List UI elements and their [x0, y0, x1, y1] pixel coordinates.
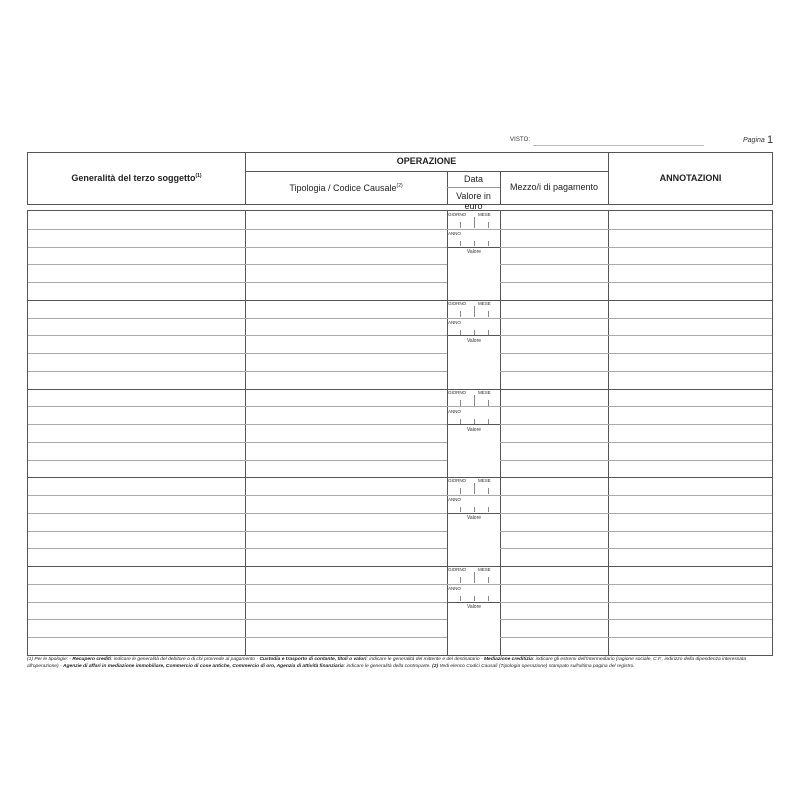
generalita-cell[interactable] [28, 548, 245, 566]
date-value-box[interactable] [447, 211, 501, 299]
tick [460, 596, 461, 601]
generalita-cell[interactable] [28, 637, 245, 655]
tipologia-cell[interactable] [245, 584, 447, 602]
generalita-cell[interactable] [28, 619, 245, 637]
giorno-label: GIORNO [448, 389, 467, 395]
annotazioni-cell[interactable] [608, 264, 772, 282]
annotazioni-cell[interactable] [608, 424, 772, 442]
anno-label: ANNO [448, 408, 461, 414]
mezzo-pagamento-cell[interactable] [500, 566, 608, 584]
tipologia-cell[interactable] [245, 353, 447, 371]
generalita-cell[interactable] [28, 389, 245, 407]
tick [488, 596, 489, 601]
generalita-cell[interactable] [28, 460, 245, 478]
mese-label: MESE [478, 478, 491, 484]
generalita-cell[interactable] [28, 584, 245, 602]
mezzo-pagamento-cell[interactable] [500, 264, 608, 282]
mezzo-pagamento-cell[interactable] [500, 389, 608, 407]
generalita-cell[interactable] [28, 566, 245, 584]
footnotes: (1) Per le tipologie: - Recupero crediti: indicare le generalità del debitore o di chi provvede al pagamento - Custodia e trasporto di contante, titoli o valori: indicare le generalità del mittente e del destinatario - Mediazione creditizia: indicare gli estremi dell'intermediario (ragione sociale, C.F., indirizzo della dipendenza interessata all'operazione) - Agenzie di affari in mediazione immobiliare, Commercio di cose antiche, Commercio di oro, Agenzia di attività finanziaria: indicare le generalità della controparte. (2) Vedi elenco Codici Causali (Tipologia operazione) stampato sull'ultima pagina del registro. [27, 657, 747, 669]
annotazioni-cell[interactable] [608, 318, 772, 336]
annotazioni-cell[interactable] [608, 389, 772, 407]
header-generalita: Generalità del terzo soggetto$^{(1)}$ [71, 173, 202, 183]
tipologia-cell[interactable] [245, 424, 447, 442]
register-table-body [27, 210, 773, 656]
generalita-cell[interactable] [28, 406, 245, 424]
generalita-cell[interactable] [28, 531, 245, 549]
tick [474, 330, 475, 335]
tick [460, 577, 461, 583]
tipologia-cell[interactable] [245, 460, 447, 478]
annotazioni-cell[interactable] [608, 460, 772, 478]
mezzo-pagamento-cell[interactable] [500, 247, 608, 265]
annotazioni-cell[interactable] [608, 513, 772, 531]
tipologia-cell[interactable] [245, 264, 447, 282]
mese-label: MESE [478, 389, 491, 395]
tick [460, 507, 461, 512]
mezzo-pagamento-cell[interactable] [500, 371, 608, 389]
mezzo-pagamento-cell[interactable] [500, 229, 608, 247]
generalita-cell[interactable] [28, 602, 245, 620]
mezzo-pagamento-cell[interactable] [500, 318, 608, 336]
tipologia-cell[interactable] [245, 282, 447, 300]
tipologia-cell[interactable] [245, 406, 447, 424]
annotazioni-cell[interactable] [608, 353, 772, 371]
tipologia-cell[interactable] [245, 566, 447, 584]
annotazioni-cell[interactable] [608, 548, 772, 566]
valore-label: Valore [466, 426, 482, 433]
generalita-cell[interactable] [28, 495, 245, 513]
mezzo-pagamento-cell[interactable] [500, 477, 608, 495]
date-value-box[interactable] [447, 477, 501, 565]
giorno-label: GIORNO [448, 212, 467, 217]
tipologia-cell[interactable] [245, 335, 447, 353]
tipologia-cell[interactable] [245, 300, 447, 318]
tick [460, 488, 461, 494]
generalita-cell[interactable] [28, 477, 245, 495]
giorno-label: GIORNO [448, 300, 467, 306]
generalita-cell[interactable] [28, 264, 245, 282]
tipologia-cell[interactable] [245, 531, 447, 549]
generalita-cell[interactable] [28, 211, 245, 229]
mese-label: MESE [478, 300, 491, 306]
giorno-label: GIORNO [448, 478, 467, 484]
annotazioni-cell[interactable] [608, 300, 772, 318]
annotazioni-cell[interactable] [608, 584, 772, 602]
generalita-cell[interactable] [28, 513, 245, 531]
giorno-label: GIORNO [448, 567, 467, 573]
table-header [27, 152, 773, 211]
tick [474, 507, 475, 512]
mezzo-pagamento-cell[interactable] [500, 442, 608, 460]
tick [488, 400, 489, 406]
mezzo-pagamento-cell[interactable] [500, 548, 608, 566]
annotazioni-cell[interactable] [608, 335, 772, 353]
tick [488, 488, 489, 494]
tipologia-cell[interactable] [245, 371, 447, 389]
generalita-cell[interactable] [28, 353, 245, 371]
mezzo-pagamento-cell[interactable] [500, 460, 608, 478]
tick [474, 241, 475, 246]
mezzo-pagamento-cell[interactable] [500, 211, 608, 229]
tick [488, 507, 489, 512]
date-value-box[interactable] [447, 300, 501, 388]
tick [488, 577, 489, 583]
annotazioni-cell[interactable] [608, 495, 772, 513]
mezzo-pagamento-cell[interactable] [500, 602, 608, 620]
generalita-cell[interactable] [28, 282, 245, 300]
generalita-cell[interactable] [28, 424, 245, 442]
valore-label: Valore [466, 604, 482, 611]
annotazioni-cell[interactable] [608, 531, 772, 549]
generalita-cell[interactable] [28, 247, 245, 265]
tick [474, 306, 475, 317]
page-label: Pagina [743, 137, 765, 144]
mezzo-pagamento-cell[interactable] [500, 513, 608, 531]
tipologia-cell[interactable] [245, 548, 447, 566]
annotazioni-cell[interactable] [608, 602, 772, 620]
header-operazione: OPERAZIONE [396, 156, 457, 166]
date-value-box[interactable] [447, 389, 501, 477]
tick [460, 222, 461, 228]
tipologia-cell[interactable] [245, 247, 447, 265]
tick [460, 419, 461, 424]
anno-label: ANNO [448, 231, 461, 236]
tick [474, 217, 475, 228]
header-data: Data [463, 174, 483, 184]
header-valore-in-euro: Valore in euro [456, 191, 491, 211]
tick [460, 241, 461, 246]
valore-label: Valore [466, 249, 482, 255]
generalita-cell[interactable] [28, 229, 245, 247]
mezzo-pagamento-cell[interactable] [500, 406, 608, 424]
tick [474, 596, 475, 601]
mezzo-pagamento-cell[interactable] [500, 424, 608, 442]
mezzo-pagamento-cell[interactable] [500, 637, 608, 655]
tick [474, 572, 475, 583]
tipologia-cell[interactable] [245, 602, 447, 620]
anno-label: ANNO [448, 319, 461, 325]
annotazioni-cell[interactable] [608, 406, 772, 424]
tipologia-cell[interactable] [245, 229, 447, 247]
tick [460, 311, 461, 317]
tipologia-cell[interactable] [245, 495, 447, 513]
tipologia-cell[interactable] [245, 477, 447, 495]
visto-signature-field[interactable] [533, 145, 704, 146]
annotazioni-cell[interactable] [608, 229, 772, 247]
tipologia-cell[interactable] [245, 637, 447, 655]
tick [488, 222, 489, 228]
tipologia-cell[interactable] [245, 389, 447, 407]
tick [488, 330, 489, 335]
tick [488, 419, 489, 424]
tipologia-cell[interactable] [245, 318, 447, 336]
tipologia-cell[interactable] [245, 211, 447, 229]
annotazioni-cell[interactable] [608, 371, 772, 389]
valore-label: Valore [466, 515, 482, 522]
annotazioni-cell[interactable] [608, 282, 772, 300]
generalita-cell[interactable] [28, 442, 245, 460]
mezzo-pagamento-cell[interactable] [500, 619, 608, 637]
mezzo-pagamento-cell[interactable] [500, 300, 608, 318]
mezzo-pagamento-cell[interactable] [500, 335, 608, 353]
mese-label: MESE [478, 212, 491, 217]
generalita-cell[interactable] [28, 335, 245, 353]
visto-label: VISTO: [510, 137, 531, 143]
mezzo-pagamento-cell[interactable] [500, 584, 608, 602]
generalita-cell[interactable] [28, 318, 245, 336]
anno-label: ANNO [448, 586, 461, 592]
mezzo-pagamento-cell[interactable] [500, 531, 608, 549]
header-mezzo-pagamento: Mezzo/i di pagamento [509, 182, 599, 192]
annotazioni-cell[interactable] [608, 442, 772, 460]
tipologia-cell[interactable] [245, 513, 447, 531]
tipologia-cell[interactable] [245, 442, 447, 460]
generalita-cell[interactable] [28, 371, 245, 389]
tick [460, 330, 461, 335]
page-number: 1 [767, 134, 774, 146]
mezzo-pagamento-cell[interactable] [500, 353, 608, 371]
date-value-box[interactable] [447, 566, 501, 654]
tick [474, 483, 475, 494]
mezzo-pagamento-cell[interactable] [500, 495, 608, 513]
annotazioni-cell[interactable] [608, 211, 772, 229]
tick [460, 400, 461, 406]
tipologia-cell[interactable] [245, 619, 447, 637]
annotazioni-cell[interactable] [608, 566, 772, 584]
valore-label: Valore [466, 337, 482, 344]
annotazioni-cell[interactable] [608, 637, 772, 655]
mese-label: MESE [478, 567, 491, 573]
generalita-cell[interactable] [28, 300, 245, 318]
mezzo-pagamento-cell[interactable] [500, 282, 608, 300]
annotazioni-cell[interactable] [608, 477, 772, 495]
tick [474, 395, 475, 406]
annotazioni-cell[interactable] [608, 247, 772, 265]
header-tipologia: Tipologia / Codice Causale$^{(2)}$ [289, 183, 403, 193]
tick [488, 241, 489, 246]
header-annotazioni: ANNOTAZIONI [659, 173, 722, 183]
anno-label: ANNO [448, 497, 461, 503]
annotazioni-cell[interactable] [608, 619, 772, 637]
tick [488, 311, 489, 317]
tick [474, 419, 475, 424]
